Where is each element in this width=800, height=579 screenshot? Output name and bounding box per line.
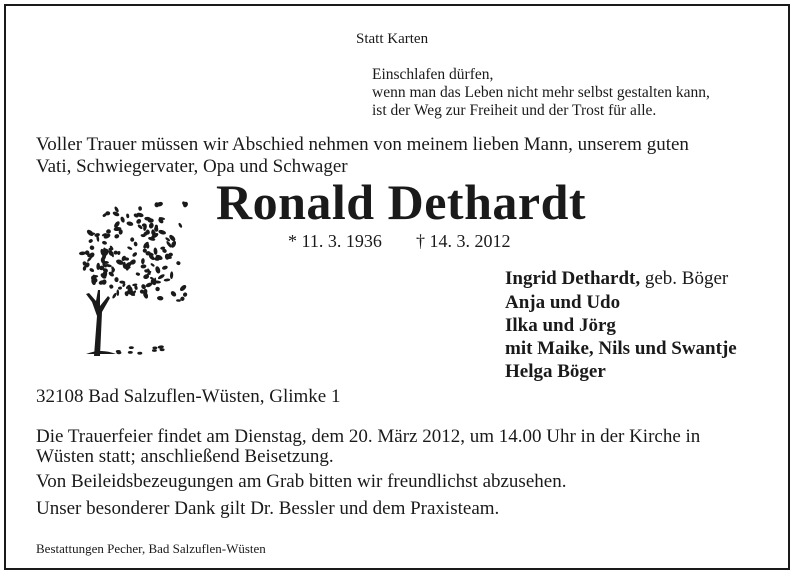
fallen-leaf-mark: [152, 347, 157, 350]
leaf-mark: [102, 240, 108, 245]
leaf-mark: [176, 299, 181, 302]
leaf-mark: [164, 278, 171, 282]
intro-line-1: Voller Trauer müssen wir Abschied nehmen von meinem lieben Mann, unserem guten: [36, 134, 689, 155]
leaf-mark: [140, 264, 146, 269]
leaf-mark: [141, 258, 145, 264]
leaf-mark: [130, 237, 134, 241]
leaf-mark: [116, 289, 119, 296]
fallen-leaf-mark: [152, 349, 157, 352]
fallen-leaf-mark: [116, 351, 121, 354]
motto-line-2: wenn man das Leben nicht mehr selbst gestalten kann,: [372, 84, 710, 101]
leaf-mark: [118, 286, 122, 290]
leaf-mark: [170, 271, 174, 279]
leaf-mark: [153, 247, 158, 255]
leaf-mark: [114, 233, 120, 239]
motto-line-3: ist der Weg zur Freiheit und der Trost für alle.: [372, 102, 657, 119]
leaf-mark: [132, 283, 137, 286]
leaf-mark: [178, 222, 183, 228]
leaf-mark: [127, 246, 133, 251]
condolences-text: Von Beileidsbezeugungen am Grab bitten wir freundlichst abzusehen.: [36, 471, 567, 492]
fallen-leaf-mark: [160, 348, 165, 351]
footer-text: Bestattungen Pecher, Bad Salzuflen-Wüsten: [36, 541, 266, 556]
leaf-mark: [123, 265, 130, 269]
motto-line-1: Einschlafen dürfen,: [372, 66, 494, 83]
leaf-mark: [154, 266, 161, 274]
leaf-mark: [158, 229, 167, 235]
deceased-name: Ronald Dethardt: [216, 174, 587, 230]
leaf-mark: [89, 245, 95, 251]
fallen-leaf-mark: [129, 346, 134, 349]
leaf-mark: [88, 238, 94, 243]
leaf-mark: [112, 211, 120, 218]
intro-line-2: Vati, Schwiegervater, Opa und Schwager: [36, 156, 348, 177]
leaf-mark: [89, 267, 95, 272]
leaf-mark: [112, 292, 118, 299]
header-text: Statt Karten: [356, 31, 429, 47]
family-line-4: mit Maike, Nils und Swantje: [505, 338, 737, 359]
leaf-mark: [126, 213, 130, 218]
birth-date: * 11. 3. 1936: [288, 231, 382, 251]
family-line-5: Helga Böger: [505, 361, 606, 382]
leaf-mark: [133, 241, 138, 247]
leaf-mark: [132, 251, 138, 257]
leaf-mark: [135, 218, 142, 225]
thanks-text: Unser besonderer Dank gilt Dr. Bessler und dem Praxisteam.: [36, 498, 500, 519]
leaf-mark: [150, 263, 155, 268]
leaf-mark: [182, 292, 188, 298]
leaf-mark: [114, 277, 118, 282]
family-line-1: [505, 267, 728, 291]
leaf-mark: [138, 206, 142, 211]
leaf-mark: [170, 290, 177, 297]
leaf-mark: [113, 250, 118, 254]
leaf-mark: [109, 284, 114, 289]
leaf-mark: [162, 265, 169, 270]
leaf-mark: [135, 272, 140, 276]
fallen-leaf-mark: [159, 345, 164, 348]
family-line-2: Anja und Udo: [505, 292, 621, 313]
tree-illustration: [56, 198, 196, 358]
leaf-mark: [176, 261, 181, 266]
family-first-name: Ingrid Dethardt,: [505, 268, 641, 289]
leaf-mark: [157, 273, 165, 280]
family-line-3: Ilka und Jörg: [505, 315, 616, 336]
death-date: † 14. 3. 2012: [416, 231, 511, 251]
leaf-mark: [126, 221, 134, 227]
address: 32108 Bad Salzuflen-Wüsten, Glimke 1: [36, 386, 341, 407]
funeral-line-2: Wüsten statt; anschließend Beisetzung.: [36, 446, 334, 467]
funeral-line-1: Die Trauerfeier findet am Dienstag, dem 20. März 2012, um 14.00 Uhr in der Kirche in: [36, 426, 701, 447]
leaf-mark: [157, 296, 164, 301]
leaf-mark: [155, 286, 160, 291]
fallen-leaf-mark: [137, 352, 142, 355]
leaf-mark: [179, 284, 188, 292]
leaf-mark: [148, 222, 154, 229]
family-first-maiden: geb. Böger: [640, 268, 729, 289]
leaf-mark: [120, 216, 126, 223]
fallen-leaf-mark: [128, 351, 133, 354]
